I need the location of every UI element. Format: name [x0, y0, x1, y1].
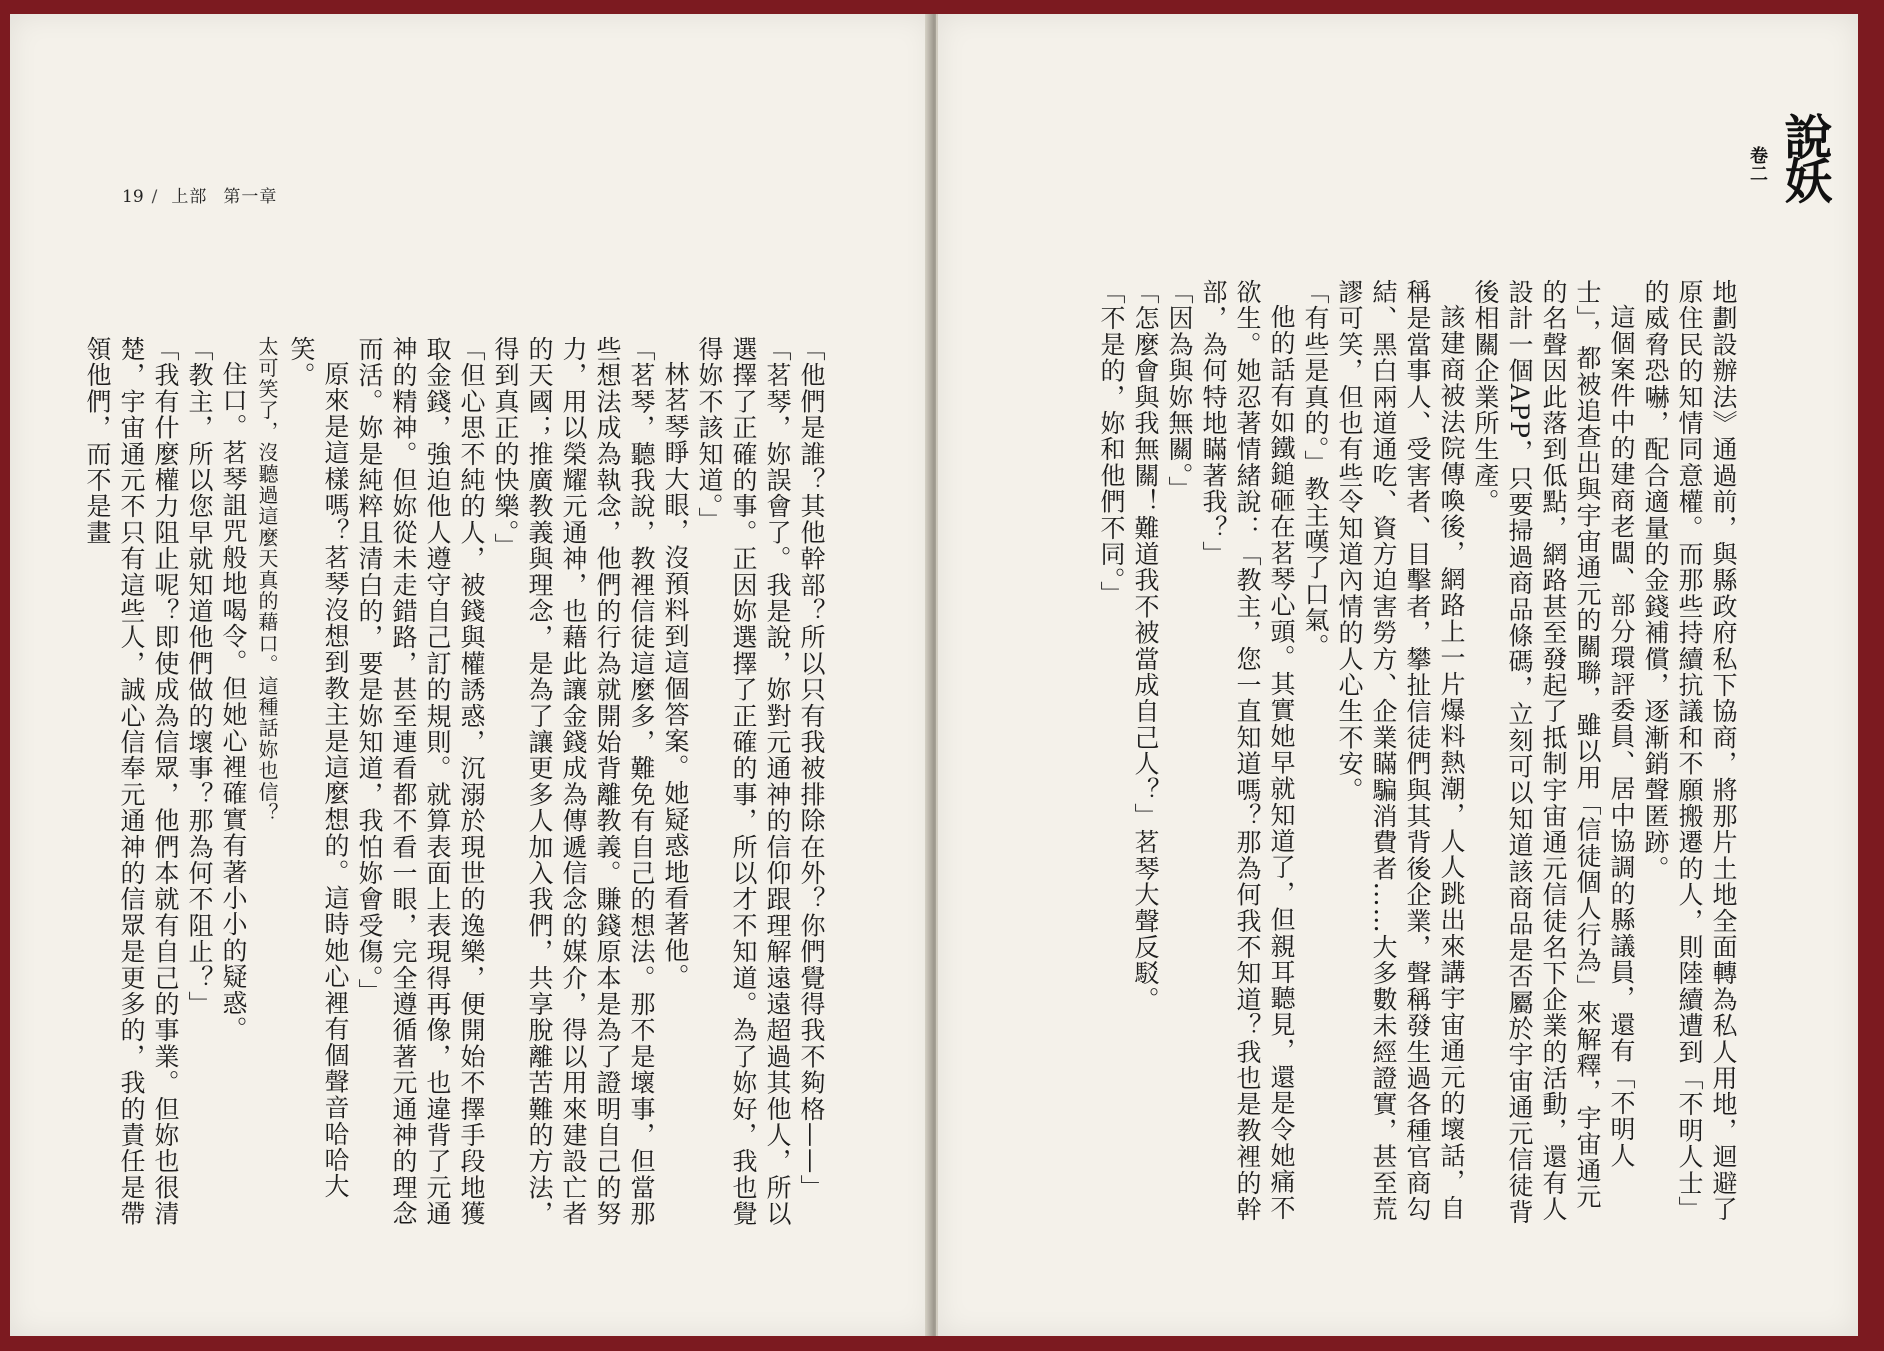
volume-label: 卷二	[1747, 146, 1768, 182]
paragraph: 該建商被法院傳喚後，網路上一片爆料熱潮，人人跳出來講宇宙通元的壞話，自稱是當事人、受害者、目擊者，攀扯信徒們與其背後企業，聲稱發生過各種官商勾結、黑白兩道通吃、資方迫害勞方、企業瞞騙消費者……大多數未經證實，甚至荒謬可笑，但也有些令知道內情的人心生不安。	[1335, 279, 1466, 1223]
inner-voice-text: 太可笑了，沒聽過這麼天真的藉口。這種話妳也信？	[255, 336, 279, 824]
book-title-mark	[1728, 112, 1838, 242]
right-page	[936, 14, 1858, 1336]
paragraph: 「但心思不純的人，被錢與權誘惑，沉溺於現世的逸樂，便開始不擇手段地獲取金錢，強迫他人遵守自己訂的規則。就算表面上表現得再像，也違背了元通神的精神。但妳從未走錯路，甚至連看都不看一眼，完全遵循著元通神的理念而活。妳是純粹且清白的，要是妳知道，我怕妳會受傷。」	[355, 336, 486, 1227]
paragraph: 「有些是真的。」教主嘆了口氣。	[1301, 279, 1330, 660]
paragraph: 「因為與妳無關。」	[1165, 279, 1194, 503]
paragraph: 他的話有如鐵鎚砸在茗琴心頭。其實她早就知道了，但親耳聽見，還是令她痛不欲生。她忍著情緒說：「教主，您一直知道嗎？那為何我不知道？我也是教裡的幹部，為何特地瞞著我？」	[1199, 279, 1296, 1223]
left-page-body	[83, 336, 828, 1236]
book-logo: 說妖	[1776, 112, 1832, 200]
paragraph: 「我有什麼權力阻止呢？即使成為信眾，他們本就有自己的事業。但妳也很清楚，宇宙通元不只有這些人，誠心信奉元通神的信眾是更多的，我的責任是帶領他們，而不是畫	[83, 336, 180, 1227]
page-number: 19	[122, 187, 144, 207]
paragraph: 林茗琴睜大眼，沒預料到這個答案。她疑惑地看著他。	[661, 361, 690, 990]
paragraph: 「怎麼會與我無關！難道我不被當成自己人？」茗琴大聲反駁。	[1131, 279, 1160, 1013]
paragraph: 「茗琴，聽我說，教裡信徒這麼多，難免有自己的想法。那不是壞事，但當那些想法成為執念，他們的行為就開始背離教義。賺錢原本是為了證明自己的努力，用以榮耀元通神，也藉此讓金錢成為傳遞信念的媒介，得以用來建設亡者的天國；推廣教義與理念，是為了讓更多人加入我們，共享脫離苦難的方法，得到真正的快樂。」	[491, 336, 656, 1227]
header-separator: /	[151, 187, 158, 207]
paragraph: 住口。茗琴詛咒般地喝令。但她心裡確實有著小小的疑惑。	[219, 361, 248, 1043]
paragraph: 地劃設辦法》通過前，與縣政府私下協商，將那片土地全面轉為私人用地，迴避了原住民的知情同意權。而那些持續抗議和不願搬遷的人，則陸續遭到「不明人士」的威脅恐嚇，配合適量的金錢補償，逐漸銷聲匿跡。	[1641, 279, 1738, 1223]
page-header	[122, 182, 277, 207]
chapter-title: 第一章	[223, 187, 278, 207]
left-page	[10, 14, 934, 1336]
paragraph: 「教主，所以您早就知道他們做的壞事？那為何不阻止？」	[185, 336, 214, 1018]
paragraph: 「茗琴，妳誤會了。我是說，妳對元通神的信仰跟理解遠遠超過其他人，所以選擇了正確的事。正因妳選擇了正確的事，所以才不知道。為了妳好，我也覺得妳不該知道。」	[695, 336, 792, 1227]
paragraph: 「他們是誰？其他幹部？所以只有我被排除在外？你們覺得我不夠格——」	[797, 336, 826, 1201]
part-title: 上部	[171, 187, 208, 207]
paragraph: 這個案件中的建商老闆、部分環評委員、居中協調的縣議員，還有「不明人士」，都被追查出與宇宙通元的關聯，雖以用「信徒個人行為」來解釋，宇宙通元的名聲因此落到低點，網路甚至發起了抵制宇宙通元信徒名下企業的活動，還有人設計一個APP，只要掃過商品條碼，立刻可以知道該商品是否屬於宇宙通元信徒背後相關企業所生產。	[1471, 279, 1636, 1226]
right-page-body	[1020, 279, 1740, 1229]
paragraph: 「不是的，妳和他們不同。」	[1097, 279, 1126, 608]
paragraph: 原來是這樣嗎？茗琴沒想到教主是這麼想的。這時她心裡有個聲音哈哈大笑。	[287, 336, 350, 1200]
